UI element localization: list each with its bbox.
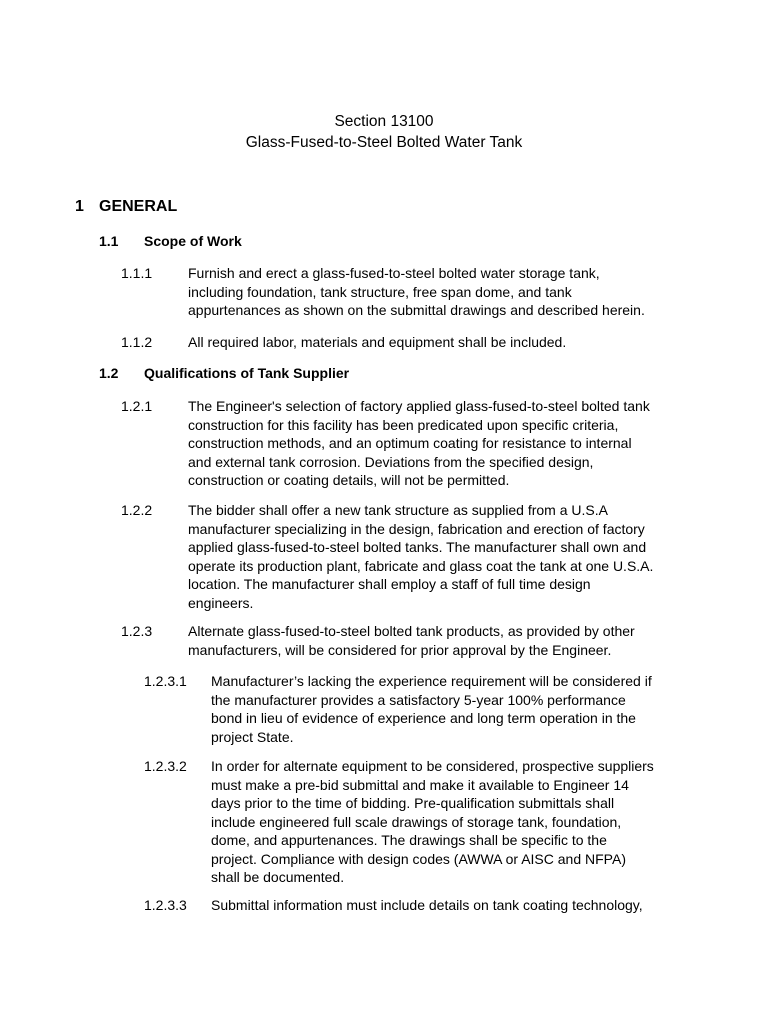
paragraph-number: 1.2.3.3 bbox=[144, 897, 187, 913]
text-line: location. The manufacturer shall employ a staff of full time design bbox=[188, 576, 591, 592]
text-line: manufacturers, will be considered for prior approval by the Engineer. bbox=[188, 641, 612, 658]
paragraph-number: 1.2.3.2 bbox=[144, 758, 187, 774]
text-line: construction methods, and an optimum coating for resistance to internal bbox=[188, 435, 632, 451]
title-line-2: Glass-Fused-to-Steel Bolted Water Tank bbox=[245, 134, 523, 151]
subsection-heading-1-1 bbox=[99, 233, 242, 249]
text-line: appurtenances as shown on the submittal drawings and described herein. bbox=[188, 302, 645, 318]
text-line: Submittal information must include details on tank coating technology, bbox=[211, 897, 643, 913]
text-line: The bidder shall offer a new tank structure as supplied from a U.S.A bbox=[188, 502, 608, 518]
paragraph-number: 1.2.2 bbox=[121, 502, 153, 518]
paragraph-number: 1.1.2 bbox=[121, 334, 153, 350]
paragraph-text bbox=[211, 672, 652, 746]
text-line: and external tank corrosion. Deviations from the specified design, bbox=[188, 453, 594, 470]
text-line: include engineered full scale drawings of storage tank, foundation, bbox=[211, 813, 622, 830]
paragraph-text bbox=[188, 397, 650, 490]
paragraph-text bbox=[211, 896, 643, 915]
text-line: The Engineer's selection of factory applied glass-fused-to-steel bolted tank bbox=[188, 398, 650, 414]
paragraph-text bbox=[188, 264, 645, 320]
text-line: engineers. bbox=[188, 594, 254, 611]
paragraph-text bbox=[188, 622, 635, 659]
text-line: applied glass-fused-to-steel bolted tanks. The manufacturer shall own and bbox=[188, 539, 647, 555]
text-line: Manufacturer’s lacking the experience requirement will be considered if bbox=[211, 673, 652, 689]
text-line: construction for this facility has been predicated upon specific criteria, bbox=[188, 416, 619, 433]
text-line: project. Compliance with design codes (AWWA or AISC and NFPA) bbox=[211, 850, 626, 867]
section-heading bbox=[75, 198, 177, 216]
paragraph-number: 1.2.1 bbox=[121, 398, 153, 414]
text-line: Alternate glass-fused-to-steel bolted tank products, as provided by other bbox=[188, 623, 635, 639]
paragraph-number: 1.2.3 bbox=[121, 623, 153, 639]
text-line: bond in lieu of evidence of experience and long term operation in the bbox=[211, 710, 636, 726]
text-line: the manufacturer provides a satisfactory 5-year 100% performance bbox=[211, 691, 626, 708]
document-title bbox=[0, 111, 768, 153]
paragraph-number: 1.2.3.1 bbox=[144, 673, 187, 689]
text-line: In order for alternate equipment to be considered, prospective suppliers bbox=[211, 758, 654, 774]
section-title: GENERAL bbox=[99, 198, 178, 215]
paragraph-text bbox=[188, 501, 653, 612]
text-line: Furnish and erect a glass-fused-to-steel bolted water storage tank, bbox=[188, 265, 600, 281]
text-line: manufacturer specializing in the design, fabrication and erection of factory bbox=[188, 520, 645, 537]
title-line-1: Section 13100 bbox=[334, 113, 434, 130]
subsection-title: Scope of Work bbox=[144, 233, 242, 249]
section-number: 1 bbox=[75, 198, 84, 215]
subsection-number: 1.2 bbox=[99, 365, 119, 381]
subsection-title: Qualifications of Tank Supplier bbox=[144, 365, 350, 381]
paragraph-text bbox=[211, 757, 654, 887]
text-line: days prior to the time of bidding. Pre-qualification submittals shall bbox=[211, 795, 615, 811]
text-line: including foundation, tank structure, free span dome, and tank bbox=[188, 283, 572, 300]
text-line: project State. bbox=[211, 728, 294, 745]
text-line: operate its production plant, fabricate and glass coat the tank at one U.S.A. bbox=[188, 557, 654, 574]
subsection-heading-1-2 bbox=[99, 365, 349, 381]
text-line: All required labor, materials and equipment shall be included. bbox=[188, 334, 567, 350]
subsection-number: 1.1 bbox=[99, 233, 119, 249]
paragraph-text bbox=[188, 333, 566, 352]
text-line: construction or coating details, will not be permitted. bbox=[188, 472, 510, 488]
paragraph-number: 1.1.1 bbox=[121, 265, 153, 281]
text-line: shall be documented. bbox=[211, 869, 345, 885]
text-line: must make a pre-bid submittal and make it available to Engineer 14 bbox=[211, 776, 629, 793]
text-line: dome, and appurtenances. The drawings shall be specific to the bbox=[211, 832, 607, 848]
